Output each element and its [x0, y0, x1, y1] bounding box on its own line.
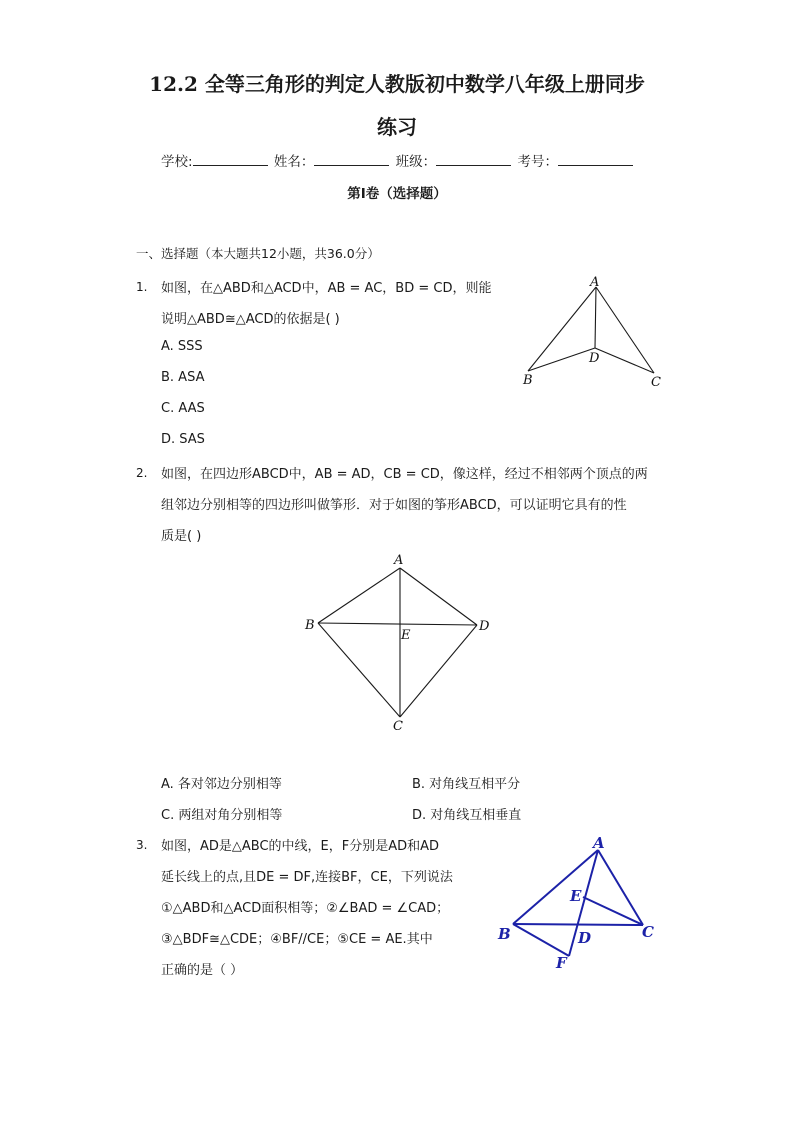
q2-option-d[interactable]: D. 对角线互相垂直: [412, 808, 522, 823]
q3-stem-line2: 延长线上的点,且DE = DF,连接BF，CE，下列说法: [161, 870, 453, 885]
q2-option-c[interactable]: C. 两组对角分别相等: [161, 808, 283, 823]
q3-label-e: E: [570, 887, 582, 905]
q3-number: 3.: [136, 838, 148, 852]
q2-number: 2.: [136, 466, 148, 480]
q2-stem-line2: 组邻边分别相等的四边形叫做筝形．对于如图的筝形ABCD，可以证明它具有的性: [161, 498, 627, 513]
q2-label-c: C: [393, 719, 403, 734]
q1-option-c[interactable]: C. AAS: [161, 401, 205, 416]
q3-stem-line3: ①△ABD和△ACD面积相等；②∠BAD = ∠CAD；: [161, 901, 450, 916]
q3-label-d: D: [578, 929, 592, 947]
document-title-line2: 练习: [377, 115, 417, 139]
school-label: 学校:: [161, 154, 193, 170]
exam-no-label: 考号：: [517, 154, 558, 170]
q3-label-c: C: [642, 923, 654, 941]
q3-stem-line1: 如图，AD是△ABC的中线，E，F分别是AD和AD: [161, 839, 440, 854]
q1-label-a: A: [590, 275, 600, 290]
q1-label-d: D: [589, 351, 600, 366]
q3-stem-line5: 正确的是（ ）: [161, 963, 244, 978]
q2-stem-line3: 质是( ): [161, 529, 202, 544]
q1-label-c: C: [651, 375, 661, 390]
q1-stem-line2: 说明△ABD≅△ACD的依据是( ): [161, 312, 340, 327]
q1-stem-line1: 如图，在△ABD和△ACD中，AB = AC，BD = CD，则能: [161, 281, 492, 296]
q3-label-f: F: [556, 954, 567, 972]
q3-label-a: A: [593, 834, 605, 852]
q1-option-a[interactable]: A. SSS: [161, 339, 203, 354]
q2-option-b[interactable]: B. 对角线互相平分: [412, 777, 521, 792]
q2-label-e: E: [401, 628, 411, 643]
q1-number: 1.: [136, 280, 148, 294]
volume-heading: 第I卷（选择题）: [347, 186, 447, 202]
name-label: 姓名：: [273, 154, 315, 170]
q1-option-d[interactable]: D. SAS: [161, 432, 205, 447]
q1-label-b: B: [523, 373, 533, 388]
q2-stem-line1: 如图，在四边形ABCD中，AB = AD，CB = CD，像这样，经过不相邻两个顶点的两: [161, 467, 648, 482]
q2-label-a: A: [394, 553, 404, 568]
document-title-line1: 12.2 全等三角形的判定人教版初中数学八年级上册同步: [149, 72, 645, 96]
q2-label-d: D: [479, 619, 490, 634]
q3-stem-line4: ③△BDF≅△CDE；④BF//CE；⑤CE = AE.其中: [161, 932, 433, 947]
q2-option-a[interactable]: A. 各对邻边分别相等: [161, 777, 282, 792]
q1-option-b[interactable]: B. ASA: [161, 370, 205, 385]
section-heading: 一、选择题（本大题共12小题，共36.0分）: [136, 246, 380, 261]
class-label: 班级：: [395, 154, 437, 170]
q3-label-b: B: [498, 925, 511, 943]
q2-label-b: B: [305, 618, 315, 633]
